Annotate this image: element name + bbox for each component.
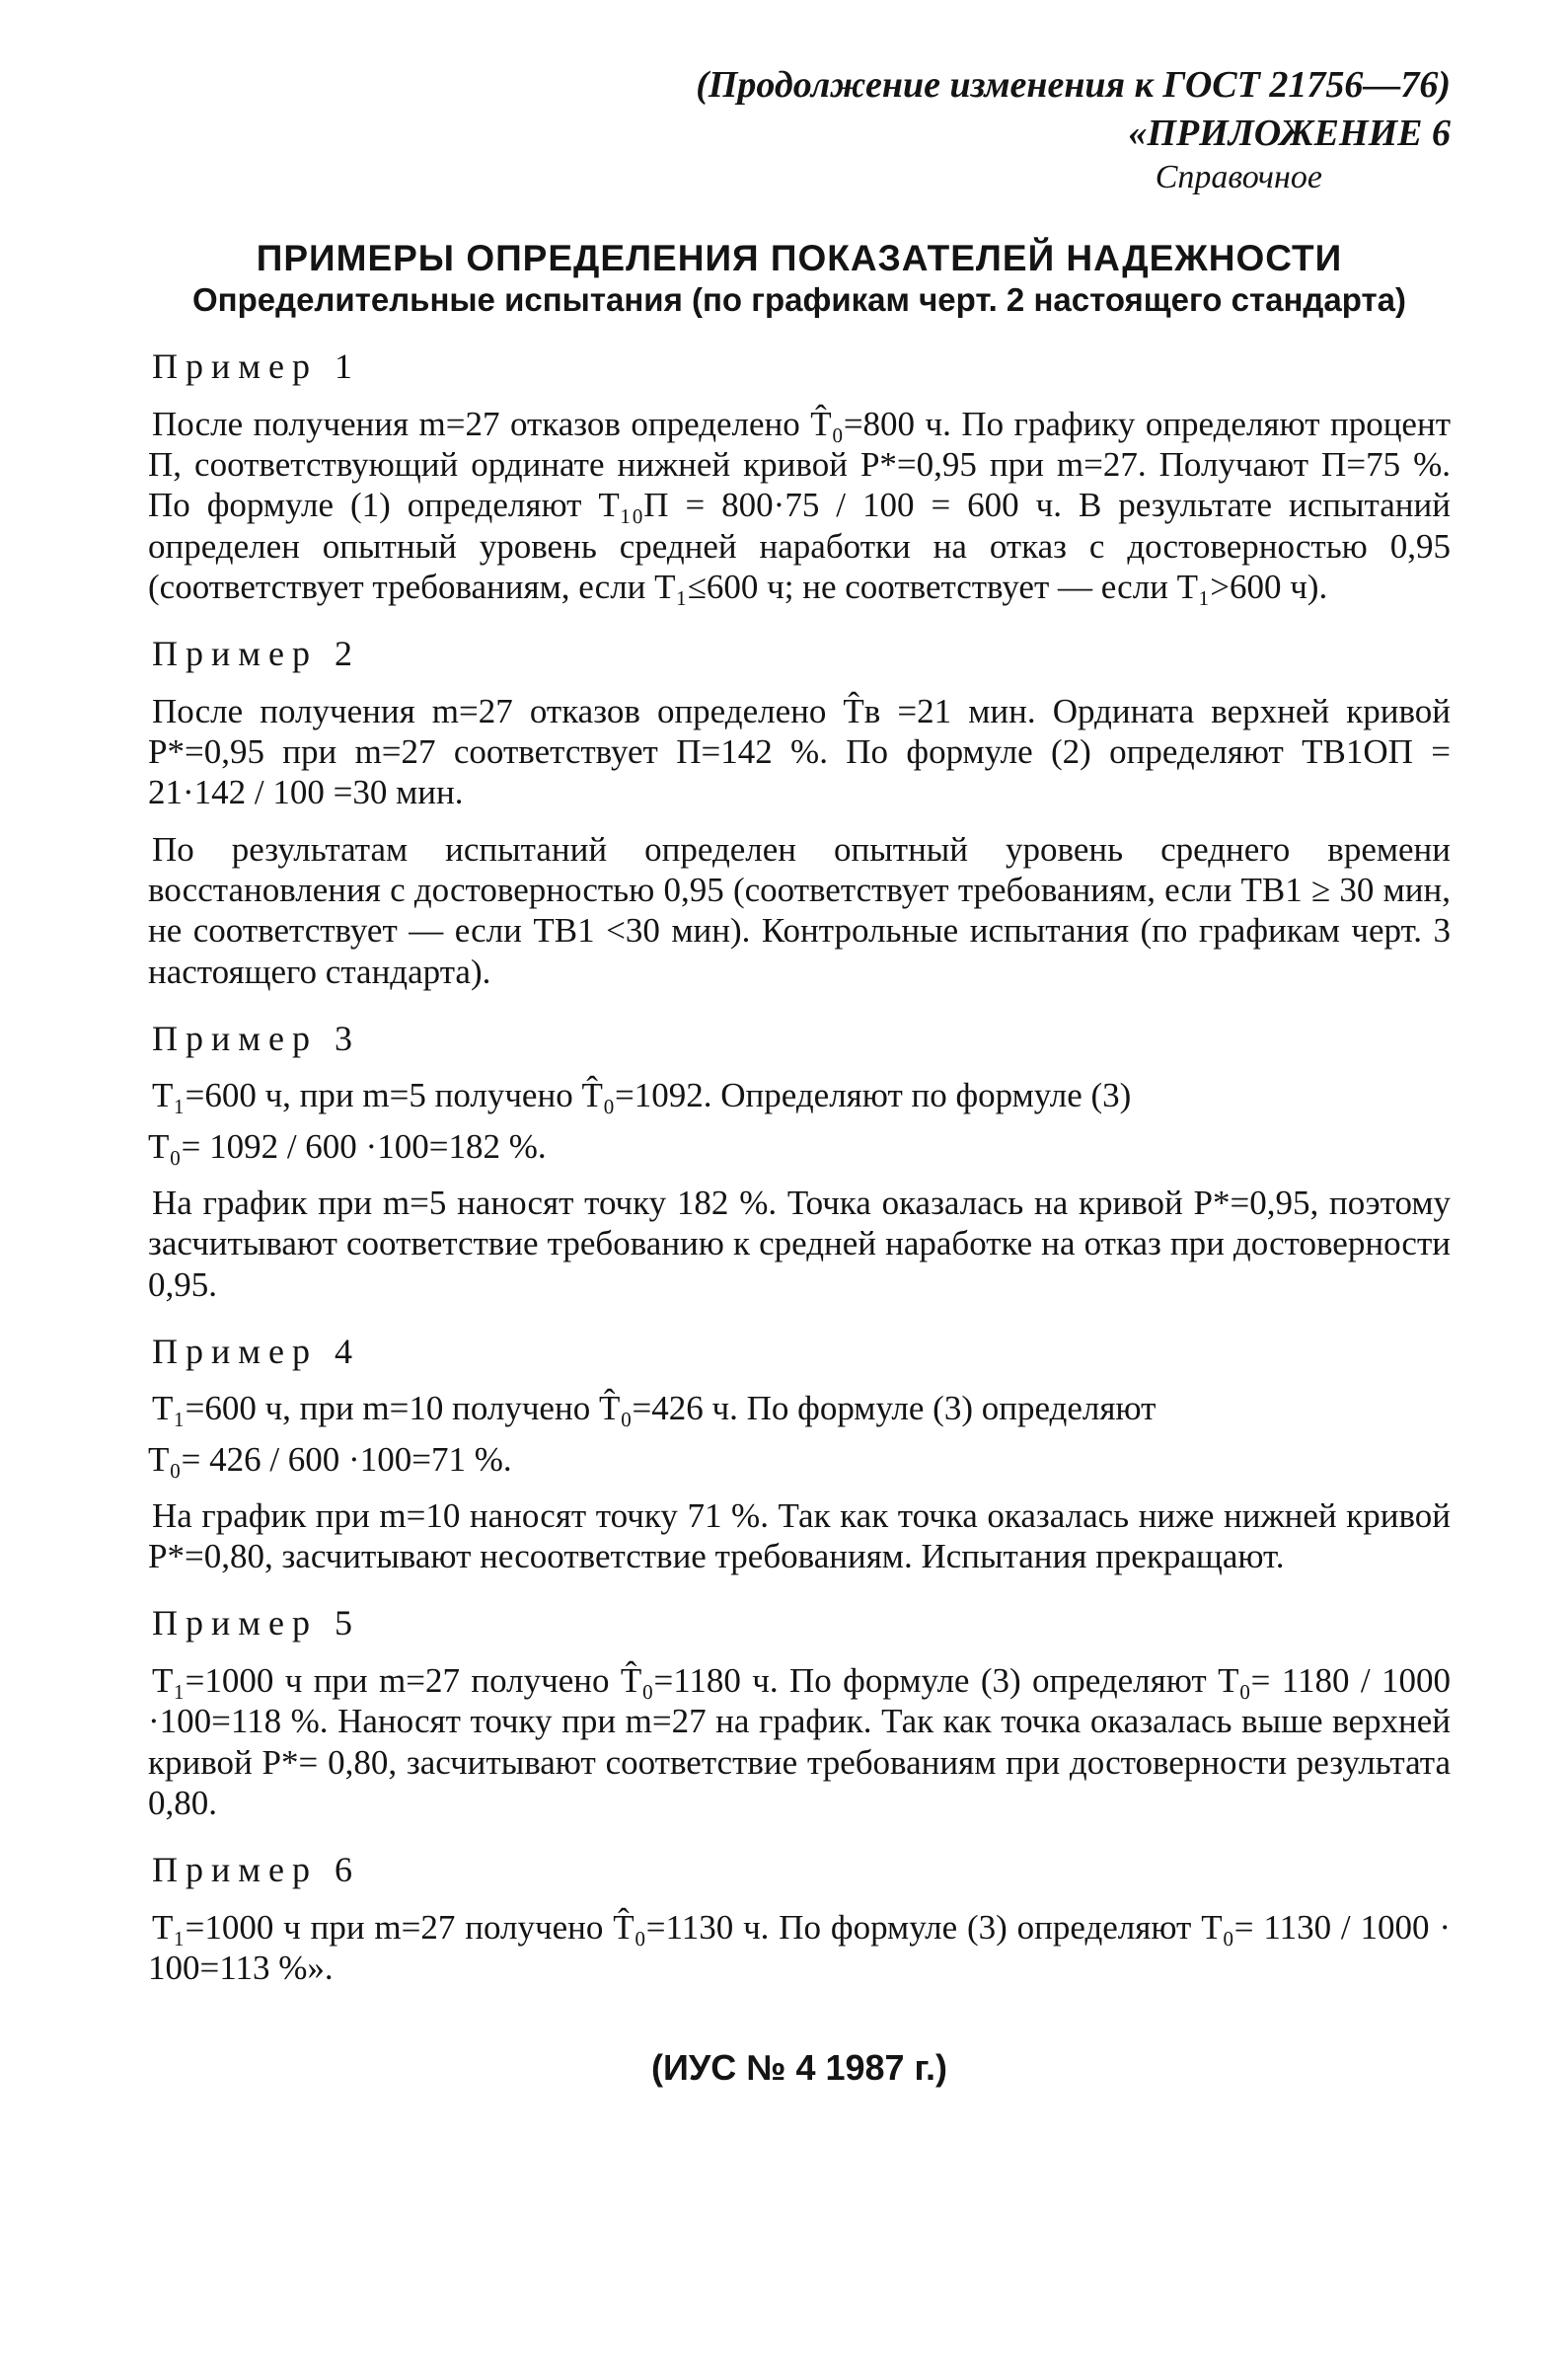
document-header [148, 63, 1451, 197]
example-4-formula: T₀= 426 / 600 ·100=71 %. [148, 1439, 512, 1479]
example-2-text: После получения m=27 отказов определено T̂в =21 мин. Ордината верхней кривой P*=0,95 при m=27 соответствует П=142 %. По формуле (2) определяют TВ1ОП = 21·142 / 100 =30 мин. [148, 691, 1451, 812]
page-title: ПРИМЕРЫ ОПРЕДЕЛЕНИЯ ПОКАЗАТЕЛЕЙ НАДЕЖНОСТИ [256, 237, 1343, 278]
example-3-formula: T₀= 1092 / 600 ·100=182 %. [148, 1126, 547, 1166]
document-page [148, 59, 1451, 2090]
example-4-text: T₁=600 ч, при m=10 получено T̂₀=426 ч. По формуле (3) определяют [152, 1389, 1157, 1428]
example-1-text: После получения m=27 отказов определено T̂₀=800 ч. По графику определяют процент П, соответствующий ординате нижней кривой P*=0,95 при m=27. Получают П=75 %. По формуле (1) определяют T₁₀П = 800·75 / 100 = 600 ч. В результате испытаний определен опытный уровень средней наработки на отказ с достоверностью 0,95 (соответствует требованиям, если T₁≤600 ч; не соответствует — если T₁>600 ч). [148, 404, 1451, 607]
example-4-text-continued: На график при m=10 наносят точку 71 %. Так как точка оказалась ниже нижней кривой P*=0,80, засчитывают несоответствие требованиям. Испытания прекращают. [148, 1495, 1451, 1576]
example-6-heading: Пример 6 [152, 1850, 361, 1890]
example-3-text-continued: На график при m=5 наносят точку 182 %. Точка оказалась на кривой P*=0,95, поэтому засчитывают соответствие требованию к средней наработке на отказ при достоверности 0,95. [148, 1183, 1451, 1304]
example-3-heading: Пример 3 [152, 1018, 361, 1058]
page-subtitle: Определительные испытания (по графикам черт. 2 настоящего стандарта) [192, 281, 1406, 319]
example-3-text: T₁=600 ч, при m=5 получено T̂₀=1092. Определяют по формуле (3) [152, 1076, 1132, 1115]
example-2-heading: Пример 2 [152, 634, 361, 674]
example-1-heading: Пример 1 [152, 346, 361, 387]
appendix-label: «ПРИЛОЖЕНИЕ 6 [1128, 112, 1451, 154]
example-6-text: T₁=1000 ч при m=27 получено T̂₀=1130 ч. По формуле (3) определяют T₀= 1130 / 1000 · 100=113 %». [148, 1907, 1451, 1987]
document-footer: (ИУС № 4 1987 г.) [651, 2047, 947, 2089]
example-4-heading: Пример 4 [152, 1331, 361, 1371]
example-5-text: T₁=1000 ч при m=27 получено T̂₀=1180 ч. По формуле (3) определяют T₀= 1180 / 1000 ·100=118 %. Наносят точку при m=27 на график. Так как точка оказалась выше верхней кривой P*= 0,80, засчитывают соответствие требованиям при достоверности результата 0,80. [148, 1660, 1451, 1822]
continuation-note: (Продолжение изменения к ГОСТ 21756—76) [696, 64, 1451, 106]
example-2-text-continued: По результатам испытаний определен опытный уровень среднего времени восстановления с достоверностью 0,95 (соответствует требованиям, если TВ1 ≥ 30 мин, не соответствует — если TВ1 <30 мин). Контрольные испытания (по графикам черт. 3 настоящего стандарта). [148, 829, 1451, 991]
reference-label: Справочное [1155, 158, 1322, 195]
example-5-heading: Пример 5 [152, 1603, 361, 1644]
